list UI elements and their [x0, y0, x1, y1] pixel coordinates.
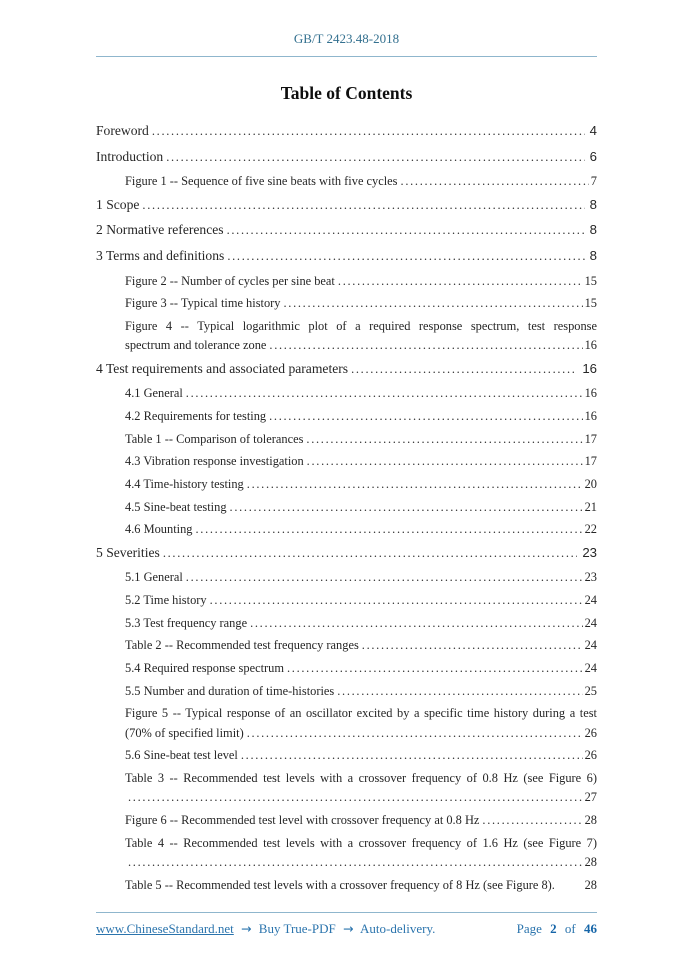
- toc-page-number: 16: [584, 338, 597, 353]
- toc-entry[interactable]: [96, 593, 597, 608]
- toc-dot-leader: [128, 855, 583, 870]
- toc-page-number: 28: [584, 813, 597, 828]
- toc-entry-wrapped-text: Figure 5 -- Typical response of an oscillator excited by a specific time history during a test: [125, 706, 597, 721]
- toc-page-number: 4: [589, 123, 597, 138]
- toc-entry-label: Table 5 -- Recommended test levels with a crossover frequency of 8 Hz (see Figure 8).: [125, 877, 555, 892]
- toc-entry-label: 4.3 Vibration response investigation: [125, 454, 304, 469]
- toc-page-number: 23: [584, 570, 597, 585]
- toc-entry[interactable]: [96, 813, 597, 828]
- header-divider: [96, 56, 597, 57]
- toc-entry-label: Introduction: [96, 148, 164, 164]
- toc-entry-label: 4 Test requirements and associated parameters: [96, 360, 349, 376]
- footer-delivery-text: Auto-delivery.: [360, 921, 436, 936]
- toc-page-number: 26: [584, 748, 597, 763]
- toc-entry[interactable]: [96, 174, 597, 189]
- footer-website-link[interactable]: www.ChineseStandard.net: [96, 921, 234, 936]
- toc-entry[interactable]: [96, 771, 597, 806]
- toc-dot-leader: [230, 500, 583, 515]
- toc-entry[interactable]: [96, 545, 597, 562]
- toc-entry[interactable]: [96, 149, 597, 166]
- toc-page-number: 7: [590, 174, 597, 189]
- toc-page-number: 21: [584, 499, 597, 514]
- toc-page-number: 8: [589, 222, 597, 238]
- toc-entry[interactable]: [96, 477, 597, 492]
- toc-page-number: 6: [589, 148, 597, 164]
- toc-entry-label: 4.4 Time-history testing: [125, 476, 244, 491]
- toc-dot-leader: [247, 726, 583, 741]
- toc-page-number: 24: [584, 638, 597, 653]
- toc-dot-leader: [195, 522, 582, 537]
- toc-entry[interactable]: [96, 638, 597, 653]
- toc-dot-leader: [163, 545, 578, 562]
- toc-dot-leader: [306, 432, 582, 447]
- toc-entry[interactable]: [96, 386, 597, 401]
- toc-entry[interactable]: [96, 361, 597, 378]
- toc-dot-leader: [186, 570, 583, 585]
- toc-dot-leader: [250, 616, 583, 631]
- toc-page-number: 16: [584, 386, 597, 401]
- toc-entry-label: 4.6 Mounting: [125, 522, 193, 537]
- toc-page-number: 25: [584, 683, 597, 698]
- toc-entry-label: 4.2 Requirements for testing: [125, 409, 267, 424]
- toc-dot-leader: [241, 748, 583, 763]
- toc-dot-leader: [351, 361, 577, 378]
- document-number: GB/T 2423.48-2018: [293, 31, 400, 46]
- toc-page-number: 24: [584, 615, 597, 630]
- toc-entry-label: 5.6 Sine-beat test level: [125, 748, 238, 763]
- toc-dot-leader: [269, 409, 583, 424]
- toc-page-number: 24: [584, 593, 597, 608]
- toc-dot-leader: [287, 661, 583, 676]
- toc-page-number: 17: [584, 454, 597, 469]
- toc-dot-leader: [128, 790, 583, 805]
- toc-page-number: 8: [589, 247, 597, 263]
- arrow-right-icon: →: [241, 921, 252, 936]
- toc-entry-label: 5.2 Time history: [125, 593, 207, 608]
- toc-entry-label: 3 Terms and definitions: [96, 247, 225, 263]
- toc-page-number: 17: [584, 431, 597, 446]
- toc-dot-leader: [227, 222, 585, 239]
- toc-dot-leader: [269, 338, 582, 353]
- toc-dot-leader: [166, 149, 584, 166]
- page-title: Table of Contents: [280, 83, 413, 103]
- toc-page-number: 16: [584, 409, 597, 424]
- toc-entry[interactable]: [96, 684, 597, 699]
- toc-entry-label: Table 1 -- Comparison of tolerances: [125, 431, 304, 446]
- toc-entry-label: 4.5 Sine-beat testing: [125, 499, 227, 514]
- toc-entry[interactable]: [96, 197, 597, 214]
- toc-entry[interactable]: [96, 296, 597, 311]
- toc-entry[interactable]: [96, 123, 597, 140]
- toc-entry-label: Foreword: [96, 123, 149, 138]
- toc-entry[interactable]: [96, 454, 597, 469]
- toc-entry-label: 5.3 Test frequency range: [125, 615, 248, 630]
- footer-promo: [96, 921, 439, 937]
- toc-entry-label: Figure 3 -- Typical time history: [125, 296, 281, 311]
- toc-entry[interactable]: [96, 500, 597, 515]
- toc-dot-leader: [337, 684, 582, 699]
- toc-dot-leader: [307, 454, 583, 469]
- toc-page-number: 26: [584, 725, 597, 740]
- arrow-right-icon: →: [342, 921, 354, 936]
- toc-entry-wrapped-text: Table 3 -- Recommended test levels with a crossover frequency of 0.8 Hz (see Figure 6): [125, 770, 597, 785]
- toc-entry[interactable]: [96, 222, 597, 239]
- toc-entry-label: Figure 6 -- Recommended test level with crossover frequency at 0.8 Hz: [125, 813, 480, 828]
- toc-entry[interactable]: [96, 661, 597, 676]
- toc-entry[interactable]: [96, 409, 597, 424]
- toc-page-number: 22: [584, 522, 597, 537]
- toc-entry[interactable]: [96, 319, 597, 354]
- toc-dot-leader: [186, 386, 583, 401]
- toc-dot-leader: [152, 123, 585, 140]
- toc-page-number: 27: [584, 790, 597, 805]
- of-label: of: [564, 921, 576, 936]
- toc-dot-leader: [247, 477, 583, 492]
- toc-entry[interactable]: [96, 570, 597, 585]
- toc-page-number: 20: [584, 476, 597, 491]
- toc-dot-leader: [338, 274, 583, 289]
- toc-dot-leader: [283, 296, 582, 311]
- total-pages: 46: [584, 921, 597, 936]
- toc-entry-label: 5.5 Number and duration of time-histories: [125, 683, 335, 698]
- toc-dot-leader: [401, 174, 589, 189]
- toc-entry[interactable]: [96, 706, 597, 741]
- toc-page-number: 24: [584, 660, 597, 675]
- toc-entry-label: 2 Normative references: [96, 222, 224, 238]
- toc-entry[interactable]: [96, 248, 597, 265]
- table-of-contents: [96, 123, 597, 893]
- toc-entry-label: (70% of specified limit): [125, 725, 244, 740]
- toc-entry-label: 5 Severities: [96, 544, 160, 560]
- toc-entry[interactable]: [96, 836, 597, 871]
- toc-entry[interactable]: [96, 522, 597, 537]
- toc-dot-leader: [362, 638, 583, 653]
- toc-page-number: 15: [584, 296, 597, 311]
- toc-dot-leader: [227, 248, 584, 265]
- toc-entry-label: Figure 1 -- Sequence of five sine beats with five cycles: [125, 174, 398, 189]
- toc-entry-label: Figure 2 -- Number of cycles per sine beat: [125, 273, 335, 288]
- page-footer: [96, 912, 597, 937]
- current-page-number: 2: [550, 921, 557, 936]
- toc-dot-leader: [482, 813, 582, 828]
- toc-entry-label: 5.4 Required response spectrum: [125, 660, 284, 675]
- toc-page-number: 16: [582, 360, 597, 376]
- footer-buy-text: Buy True-PDF: [258, 921, 336, 936]
- toc-entry[interactable]: [96, 748, 597, 763]
- toc-entry[interactable]: [96, 274, 597, 289]
- toc-entry[interactable]: [96, 616, 597, 631]
- toc-entry-wrapped-text: Table 4 -- Recommended test levels with a crossover frequency of 1.6 Hz (see Figure 7): [125, 835, 597, 850]
- toc-entry-label: 4.1 General: [125, 386, 183, 401]
- toc-dot-leader: [142, 197, 584, 214]
- toc-entry-label: Table 2 -- Recommended test frequency ranges: [125, 638, 359, 653]
- toc-page-number: 15: [584, 273, 597, 288]
- toc-page-number: 23: [582, 544, 597, 560]
- toc-page-number: 8: [589, 196, 597, 212]
- page-indicator: [512, 921, 597, 937]
- toc-page-number: 28: [584, 877, 597, 892]
- toc-entry[interactable]: [96, 878, 597, 893]
- toc-entry-label: 5.1 General: [125, 570, 183, 585]
- toc-page-number: 28: [584, 855, 597, 870]
- page-label: Page: [516, 921, 542, 936]
- toc-entry-wrapped-text: Figure 4 -- Typical logarithmic plot of a required response spectrum, test response: [125, 318, 597, 333]
- toc-entry-label: spectrum and tolerance zone: [125, 338, 267, 353]
- toc-entry-label: 1 Scope: [96, 196, 140, 212]
- toc-dot-leader: [210, 593, 583, 608]
- toc-entry[interactable]: [96, 432, 597, 447]
